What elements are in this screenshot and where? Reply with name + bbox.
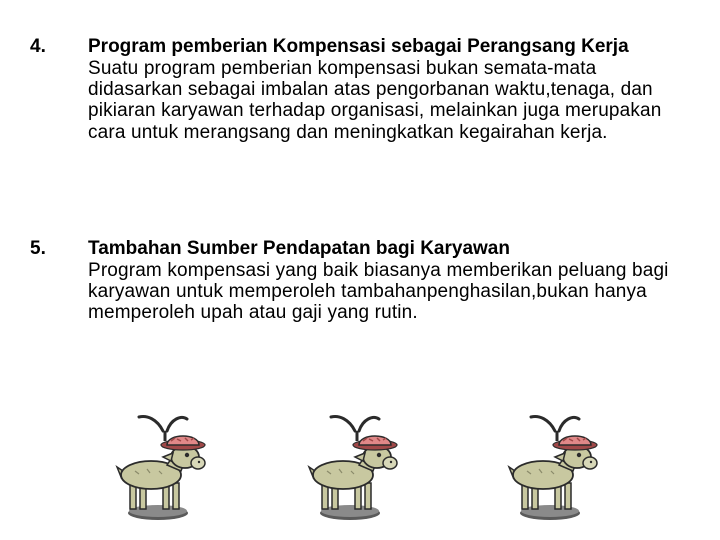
goat-with-hat-icon [113,405,213,523]
goat-with-hat-icon [505,405,605,523]
item-body [88,36,693,143]
item-body [88,238,693,324]
item-text: Program kompensasi yang baik biasanya memberikan peluang bagi karyawan untuk memperoleh tambahanpenghasilan,bukan hanya memperoleh upah atau gaji yang rutin. [88,260,669,324]
item-heading: Tambahan Sumber Pendapatan bagi Karyawan [88,238,510,259]
item-number: 4. [30,36,46,57]
goat-with-hat-icon [305,405,405,523]
item-heading: Program pemberian Kompensasi sebagai Perangsang Kerja [88,36,629,57]
item-number: 5. [30,238,46,259]
item-text: Suatu program pemberian kompensasi bukan semata-mata didasarkan sebagai imbalan atas pengorbanan waktu,tenaga, dan pikiaran karyawan terhadap organisasi, melainkan juga merupakan cara untuk merangsang dan meningkatkan kegairahan kerja. [88,58,662,143]
